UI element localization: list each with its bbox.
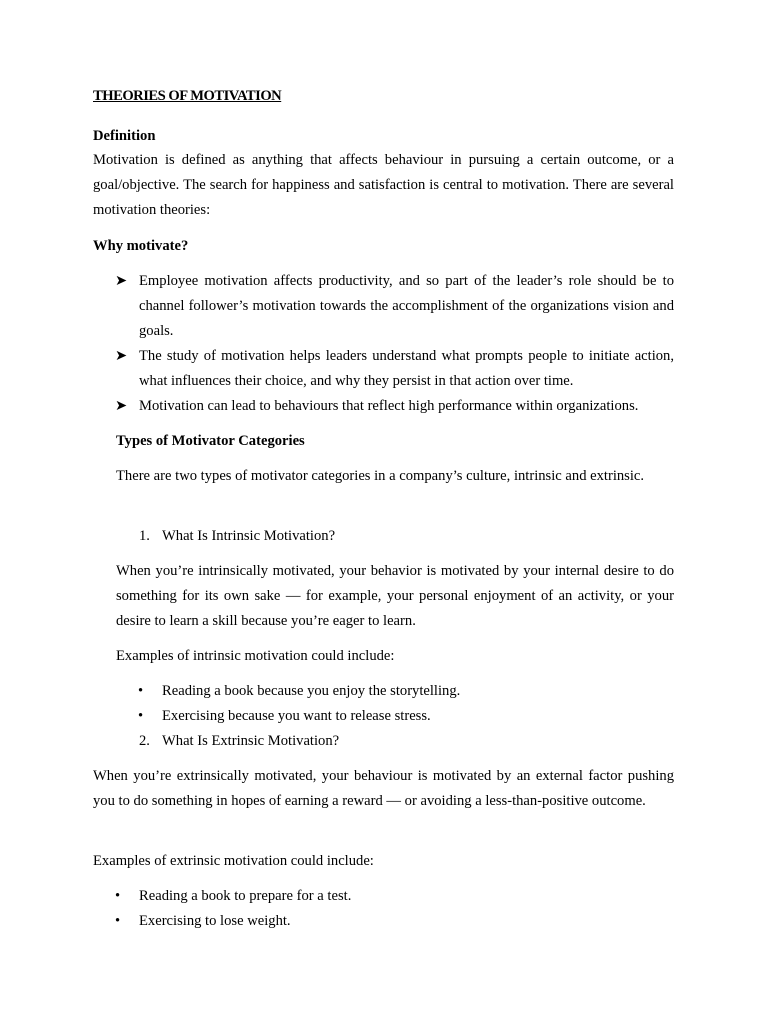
types-paragraph: There are two types of motivator categories in a company’s culture, intrinsic and extrinsic.	[116, 468, 645, 484]
list-number-2: 2.	[139, 733, 150, 749]
list-number-1: 1.	[139, 528, 150, 544]
definition-heading: Definition	[93, 128, 156, 144]
why-item-3: Motivation can lead to behaviours that reflect high performance within organizations.	[139, 398, 639, 414]
bullet-icon: •	[115, 888, 121, 904]
why-item-1: Employee motivation affects productivity, and so part of the leader’s role should be to channel follower’s motivation towards the accomplishment of the organizations vision and goals.	[139, 273, 674, 339]
why-item-2: The study of motivation helps leaders understand what prompts people to initiate action, what influences their choice, and why they persist in that action over time.	[139, 348, 674, 389]
extrinsic-paragraph: When you’re extrinsically motivated, your behaviour is motivated by an external factor pushing you to do something in hopes of earning a reward — or avoiding a less-than-positive outcome.	[93, 768, 674, 809]
intrinsic-heading: What Is Intrinsic Motivation?	[162, 528, 336, 544]
arrow-bullet-icon: ➤	[115, 398, 128, 414]
types-heading: Types of Motivator Categories	[116, 433, 305, 449]
extrinsic-examples-intro: Examples of extrinsic motivation could include:	[93, 853, 374, 869]
arrow-bullet-icon: ➤	[115, 348, 128, 364]
document-title: THEORIES OF MOTIVATION	[93, 88, 282, 104]
intrinsic-paragraph: When you’re intrinsically motivated, your behavior is motivated by your internal desire to do something for its own sake — for example, your personal enjoyment of an activity, or your desire to learn a skill because you’re eager to learn.	[116, 563, 674, 629]
intrinsic-example-1: Reading a book because you enjoy the storytelling.	[162, 683, 461, 699]
extrinsic-heading: What Is Extrinsic Motivation?	[162, 733, 340, 749]
extrinsic-example-1: Reading a book to prepare for a test.	[139, 888, 352, 904]
arrow-bullet-icon: ➤	[115, 273, 128, 289]
intrinsic-examples-intro: Examples of intrinsic motivation could include:	[116, 648, 395, 664]
extrinsic-example-2: Exercising to lose weight.	[139, 913, 291, 929]
bullet-icon: •	[115, 913, 121, 929]
intrinsic-example-2: Exercising because you want to release stress.	[162, 708, 431, 724]
bullet-icon: •	[138, 683, 144, 699]
why-motivate-heading: Why motivate?	[93, 238, 189, 254]
definition-paragraph: Motivation is defined as anything that affects behaviour in pursuing a certain outcome, or a goal/objective. The search for happiness and satisfaction is central to motivation. There are several motivation theories:	[93, 152, 674, 218]
bullet-icon: •	[138, 708, 144, 724]
